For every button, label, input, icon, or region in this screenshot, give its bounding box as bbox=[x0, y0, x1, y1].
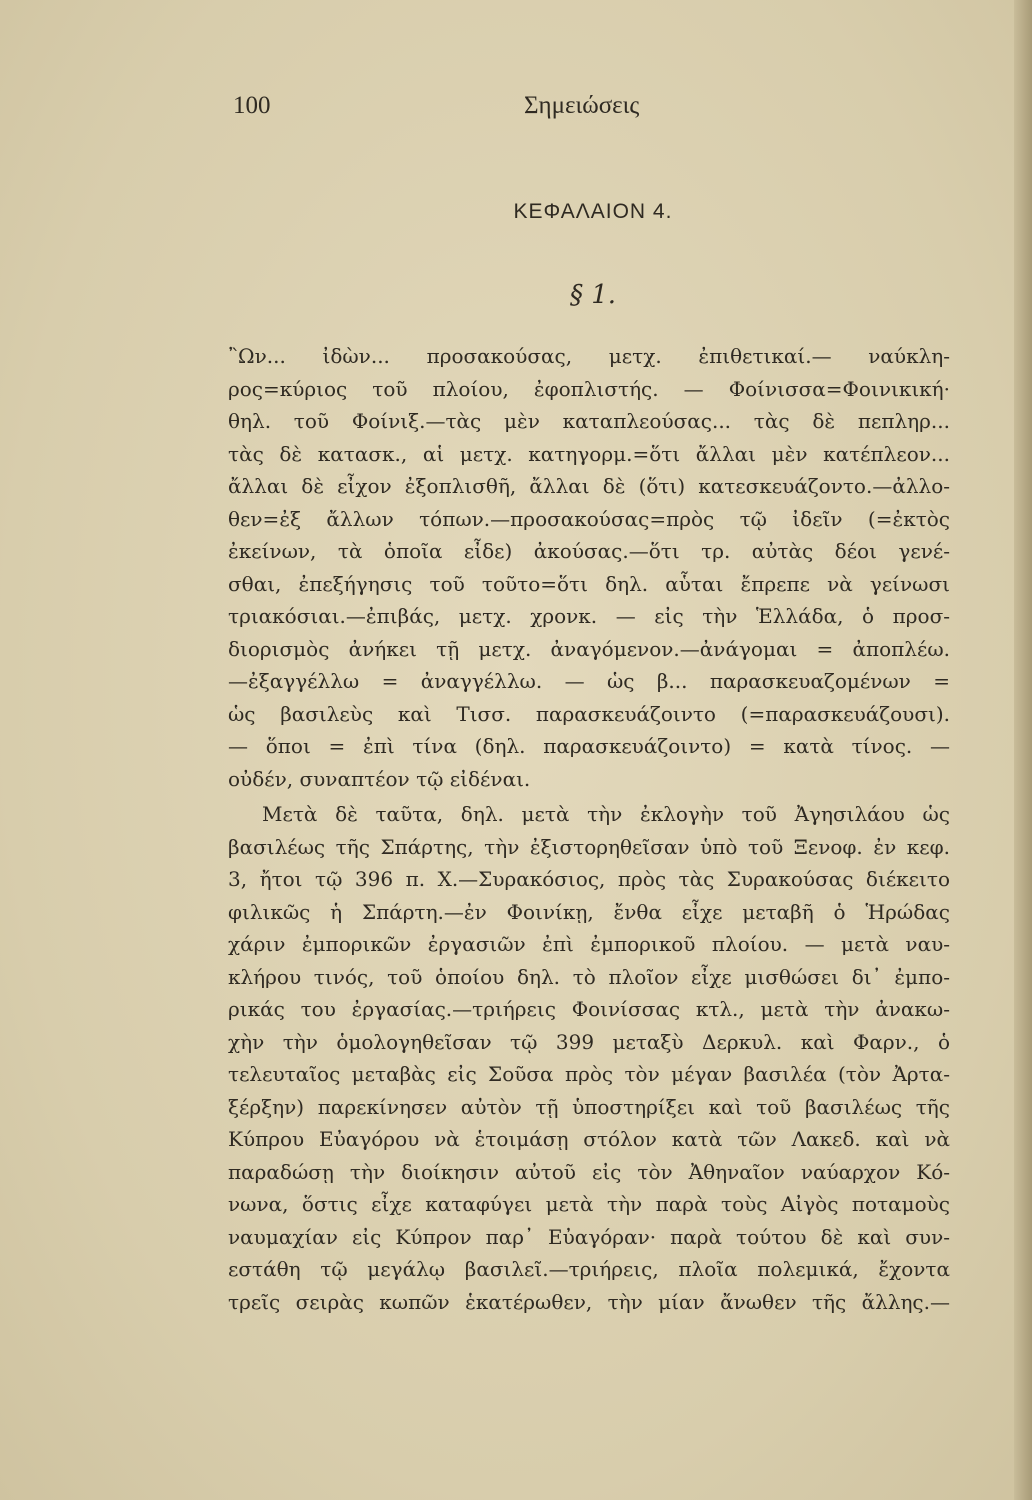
text-line: ναυμαχίαν εἰς Κύπρον παρ᾽ Εὐαγόραν· παρὰ τούτου δὲ καὶ συν- bbox=[228, 1224, 950, 1249]
text-line: τριακόσιαι.—ἐπιβάς, μετχ. χρονκ. — εἰς τὴν Ἑλλάδα, ὁ προσ- bbox=[228, 604, 950, 628]
text-line: φιλικῶς ἡ Σπάρτη.—ἐν Φοινίκῃ, ἔνθα εἶχε μεταβῆ ὁ Ἡρώδας bbox=[228, 899, 950, 924]
text-line: ὡς βασιλεὺς καὶ Τισσ. παρασκευάζοιντο (=παρασκευάζουσι). bbox=[228, 701, 950, 726]
text-line: θεν=ἐξ ἄλλων τόπων.—προσακούσας=πρὸς τῷ ἰδεῖν (=ἐκτὸς bbox=[228, 506, 950, 531]
section-mark: § 1. bbox=[569, 280, 617, 310]
running-title: Σημειώσεις bbox=[524, 92, 640, 119]
text-line: ξέρξην) παρεκίνησεν αὐτὸν τῇ ὑποστηρίξει καὶ τοῦ βασιλέως τῆς bbox=[228, 1094, 950, 1119]
text-line: χάριν ἐμπορικῶν ἐργασιῶν ἐπὶ ἐμπορικοῦ πλοίου. — μετὰ ναυ- bbox=[228, 932, 950, 956]
text-line: οὐδέν, συναπτέον τῷ εἰδέναι. bbox=[228, 766, 531, 791]
text-line: τρεῖς σειρὰς κωπῶν ἑκατέρωθεν, τὴν μίαν ἄνωθεν τῆς ἄλλης.— bbox=[228, 1289, 950, 1314]
text-line: διορισμὸς ἀνήκει τῇ μετχ. ἀναγόμενον.—ἀνάγομαι = ἀποπλέω. bbox=[228, 636, 950, 661]
text-line: χὴν τὴν ὁμολογηθεῖσαν τῷ 399 μεταξὺ Δερκυλ. καὶ Φαρν., ὁ bbox=[228, 1029, 950, 1054]
text-line: σθαι, ἐπεξήγησις τοῦ τοῦτο=ὅτι δηλ. αὗται ἔπρεπε νὰ γείνωσι bbox=[228, 571, 950, 596]
text-line: παραδώσῃ τὴν διοίκησιν αὐτοῦ εἰς τὸν Ἀθηναῖον ναύαρχον Κό- bbox=[228, 1159, 950, 1184]
text-line: νωνα, ὅστις εἶχε καταφύγει μετὰ τὴν παρὰ τοὺς Αἰγὸς ποταμοὺς bbox=[228, 1192, 950, 1216]
text-line: ρικάς του ἐργασίας.—τριήρεις Φοινίσσας κτλ., μετὰ τὴν ἀνακω- bbox=[228, 997, 950, 1021]
text-line: Κύπρου Εὐαγόρου νὰ ἑτοιμάσῃ στόλον κατὰ τῶν Λακεδ. καὶ νὰ bbox=[228, 1127, 950, 1151]
text-line: Μετὰ δὲ ταῦτα, δηλ. μετὰ τὴν ἐκλογὴν τοῦ Ἀγησιλάου ὡς bbox=[262, 802, 950, 826]
text-line: ἄλλαι δὲ εἶχον ἐξοπλισθῆ, ἄλλαι δὲ (ὅτι) κατεσκευάζοντο.—ἀλλο- bbox=[228, 474, 950, 498]
text-line: ῍Ων... ἰδὼν... προσακούσας, μετχ. ἐπιθετικαί.— ναύκλη- bbox=[228, 344, 950, 368]
text-line: κλήρου τινός, τοῦ ὁποίου δηλ. τὸ πλοῖον εἶχε μισθώσει δι᾽ ἐμπο- bbox=[228, 964, 950, 989]
chapter-heading: ΚΕΦΑΛΑΙΟΝ 4. bbox=[513, 200, 673, 223]
text-line: —ἐξαγγέλλω = ἀναγγέλλω. — ὡς β... παρασκευαζομένων = bbox=[228, 669, 950, 693]
text-line: βασιλέως τῆς Σπάρτης, τὴν ἐξιστορηθεῖσαν ὑπὸ τοῦ Ξενοφ. ἐν κεφ. bbox=[228, 834, 950, 859]
text-line: εστάθη τῷ μεγάλῳ βασιλεῖ.—τριήρεις, πλοῖα πολεμικά, ἔχοντα bbox=[228, 1257, 950, 1281]
text-line: ρος=κύριος τοῦ πλοίου, ἐφοπλιστής. — Φοίνισσα=Φοινικική· bbox=[228, 376, 950, 401]
notes-body bbox=[228, 340, 950, 1318]
text-line: ἐκείνων, τὰ ὁποῖα εἶδε) ἀκούσας.—ὅτι τρ. αὐτὰς δέοι γενέ- bbox=[228, 539, 950, 563]
text-line: θηλ. τοῦ Φοίνιξ.—τὰς μὲν καταπλεούσας... τὰς δὲ πεπληρ... bbox=[228, 409, 950, 433]
running-head bbox=[0, 92, 1032, 124]
text-line: τελευταῖος μεταβὰς εἰς Σοῦσα πρὸς τὸν μέγαν βασιλέα (τὸν Ἀρτα- bbox=[228, 1062, 950, 1086]
text-line: 3, ἤτοι τῷ 396 π. Χ.—Συρακόσιος, πρὸς τὰς Συρακούσας διέκειτο bbox=[228, 867, 950, 891]
text-line: τὰς δὲ κατασκ., αἱ μετχ. κατηγορμ.=ὅτι ἄλλαι μὲν κατέπλεον... bbox=[228, 441, 950, 466]
page-spine-edge bbox=[1014, 0, 1032, 1500]
page-number: 100 bbox=[233, 92, 271, 119]
text-line: — ὅποι = ἐπὶ τίνα (δηλ. παρασκευάζοιντο) = κατὰ τίνος. — bbox=[228, 734, 950, 758]
